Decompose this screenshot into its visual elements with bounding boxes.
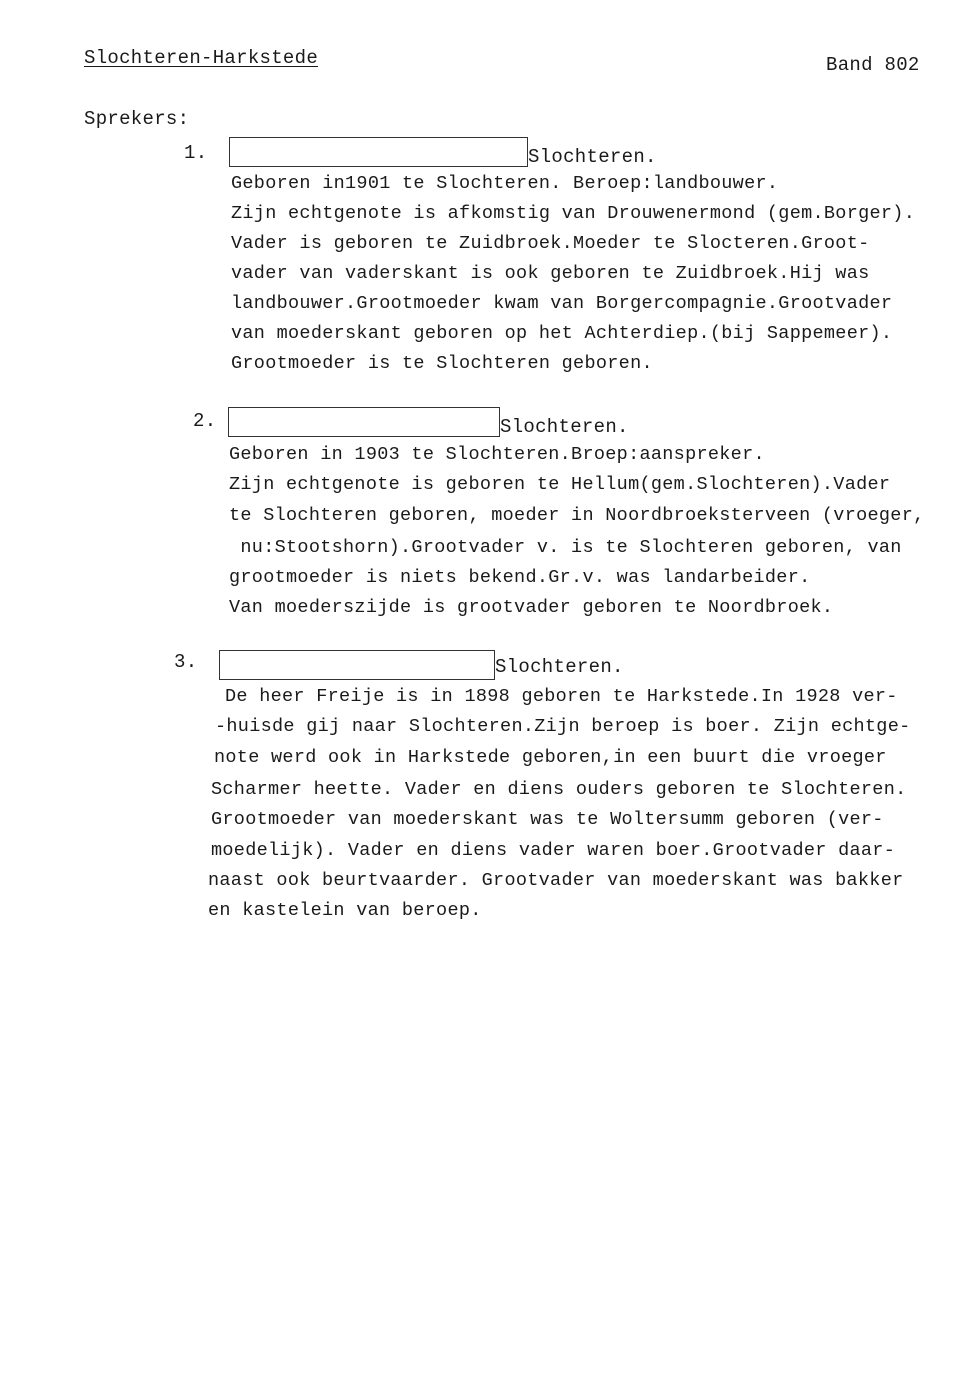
speaker-number: 3.	[174, 651, 198, 673]
speaker-place: Slochteren.	[500, 416, 629, 438]
speaker-line: landbouwer.Grootmoeder kwam van Borgercompagnie.Grootvader	[231, 293, 893, 314]
speaker-line: naast ook beurtvaarder. Grootvader van moederskant was bakker	[208, 870, 904, 891]
speaker-line: Zijn echtgenote is afkomstig van Drouwenermond (gem.Borger).	[231, 203, 916, 224]
speaker-line: Vader is geboren te Zuidbroek.Moeder te Slocteren.Groot-	[231, 233, 870, 254]
speaker-number: 1.	[184, 142, 208, 164]
sprekers-label: Sprekers:	[84, 108, 190, 130]
speaker-line: te Slochteren geboren, moeder in Noordbroeksterveen (vroeger,	[229, 505, 925, 526]
redacted-name-box	[229, 137, 528, 167]
speaker-line: note werd ook in Harkstede geboren,in een buurt die vroeger	[214, 747, 887, 768]
speaker-place: Slochteren.	[528, 146, 657, 168]
speaker-line: Scharmer heette. Vader en diens ouders geboren te Slochteren.	[211, 779, 907, 800]
redacted-name-box	[219, 650, 495, 680]
speaker-line: Grootmoeder is te Slochteren geboren.	[231, 353, 653, 374]
speaker-line: Grootmoeder van moederskant was te Woltersumm geboren (ver-	[211, 809, 884, 830]
speaker-place: Slochteren.	[495, 656, 624, 678]
speaker-line: Geboren in 1903 te Slochteren.Broep:aanspreker.	[229, 444, 765, 465]
redacted-name-box	[228, 407, 500, 437]
speaker-line: De heer Freije is in 1898 geboren te Harkstede.In 1928 ver-	[225, 686, 898, 707]
speaker-line: van moederskant geboren op het Achterdiep.(bij Sappemeer).	[231, 323, 893, 344]
speaker-line: Geboren in1901 te Slochteren. Beroep:landbouwer.	[231, 173, 779, 194]
header-title: Slochteren-Harkstede	[84, 47, 319, 69]
band-number: Band 802	[826, 54, 920, 76]
speaker-line: moedelijk). Vader en diens vader waren boer.Grootvader daar-	[211, 840, 896, 861]
speaker-line: Zijn echtgenote is geboren te Hellum(gem.Slochteren).Vader	[229, 474, 891, 495]
speaker-line: grootmoeder is niets bekend.Gr.v. was landarbeider.	[229, 567, 811, 588]
speaker-line: Van moederszijde is grootvader geboren te Noordbroek.	[229, 597, 834, 618]
speaker-number: 2.	[193, 410, 217, 432]
speaker-line: en kastelein van beroep.	[208, 900, 482, 921]
speaker-line: -huisde gij naar Slochteren.Zijn beroep is boer. Zijn echtge-	[215, 716, 911, 737]
speaker-line: vader van vaderskant is ook geboren te Zuidbroek.Hij was	[231, 263, 870, 284]
speaker-line: nu:Stootshorn).Grootvader v. is te Slochteren geboren, van	[229, 537, 902, 558]
